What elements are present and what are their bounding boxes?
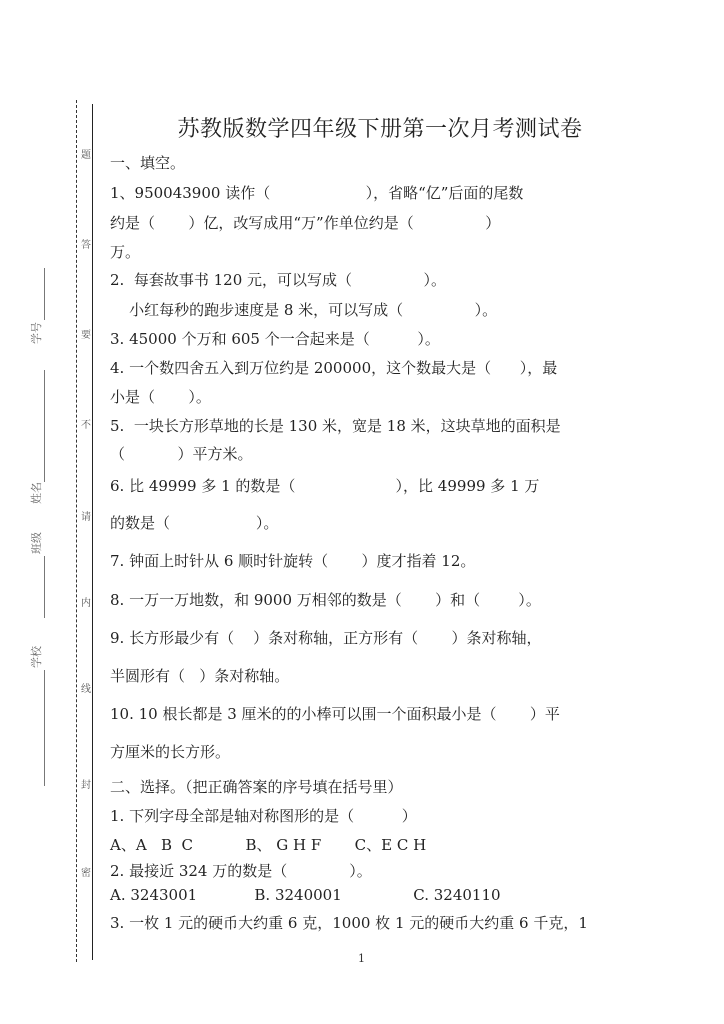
seal-solid-line	[92, 104, 93, 960]
question-line: 6. 比 49999 多 1 的数是（ ），比 49999 多 1 万	[110, 477, 540, 495]
question-line: 7. 钟面上时针从 6 顺时针旋转（ ）度才指着 12。	[110, 552, 476, 570]
seal-char: 密	[81, 868, 91, 879]
question-line: 方厘米的长方形。	[110, 743, 231, 761]
school-label: 学校	[30, 646, 43, 668]
question-line: 约是（ ）亿，改写成用“万”作单位约是（ ）	[110, 214, 501, 232]
seal-char: 题	[81, 150, 91, 161]
seal-char: 请	[81, 512, 91, 523]
question-line: 小红每秒的跑步速度是 8 米，可以写成（ ）。	[110, 301, 498, 319]
question-line: 4. 一个数四舍五入到万位约是 200000，这个数最大是（ ），最	[110, 359, 558, 377]
seal-char: 答	[81, 240, 91, 251]
question-line: 3. 一枚 1 元的硬币大约重 6 克，1000 枚 1 元的硬币大约重 6 千克，1	[110, 914, 588, 932]
question-line: 1. 下列字母全部是轴对称图形的是（ ）	[110, 807, 417, 825]
question-line: 3. 45000 个万和 605 个一合起来是（ ）。	[110, 330, 440, 348]
name-line[interactable]	[44, 370, 45, 482]
student-id-line[interactable]	[44, 268, 45, 320]
question-line: 万。	[110, 243, 141, 261]
student-id-label: 学号	[30, 322, 43, 344]
section-heading: 一、填空。	[110, 154, 186, 172]
page-title: 苏教版数学四年级下册第一次月考测试卷	[177, 117, 583, 142]
seal-char: 线	[81, 684, 91, 695]
section-heading: 二、选择。（把正确答案的序号填在括号里）	[110, 778, 403, 796]
seal-char: 不	[81, 420, 91, 431]
question-line: 10. 10 根长都是 3 厘米的的小棒可以围一个面积最小是（ ）平	[110, 705, 560, 723]
question-line: 小是（ ）。	[110, 388, 211, 406]
question-line: （ ）平方米。	[110, 445, 253, 463]
option-line: A. 3243001 B. 3240001 C. 3240110	[110, 886, 501, 904]
question-line: 的数是（ ）。	[110, 514, 279, 532]
option-line: A、A B C B、 G H F C、E C H	[110, 836, 427, 854]
question-line: 半圆形有（ ）条对称轴。	[110, 667, 290, 685]
seal-char: 封	[81, 780, 91, 791]
seal-char: 内	[81, 598, 91, 609]
seal-char: 要	[81, 330, 91, 341]
class-line[interactable]	[44, 556, 45, 618]
question-line: 5. 一块长方形草地的长是 130 米，宽是 18 米，这块草地的面积是	[110, 417, 561, 435]
question-line: 2. 最接近 324 万的数是（ ）。	[110, 862, 372, 880]
question-line: 2. 每套故事书 120 元，可以写成（ ）。	[110, 271, 447, 289]
question-line: 9. 长方形最少有（ ）条对称轴，正方形有（ ）条对称轴，	[110, 629, 542, 647]
question-line: 1、950043900 读作（ ），省略“亿”后面的尾数	[110, 184, 524, 202]
question-line: 8. 一万一万地数，和 9000 万相邻的数是（ ）和（ ）。	[110, 591, 541, 609]
name-label: 姓名	[30, 482, 43, 504]
class-label: 班级	[30, 532, 43, 554]
seal-dashed-line	[76, 100, 77, 962]
school-line[interactable]	[44, 670, 45, 786]
page-number: 1	[358, 952, 365, 965]
